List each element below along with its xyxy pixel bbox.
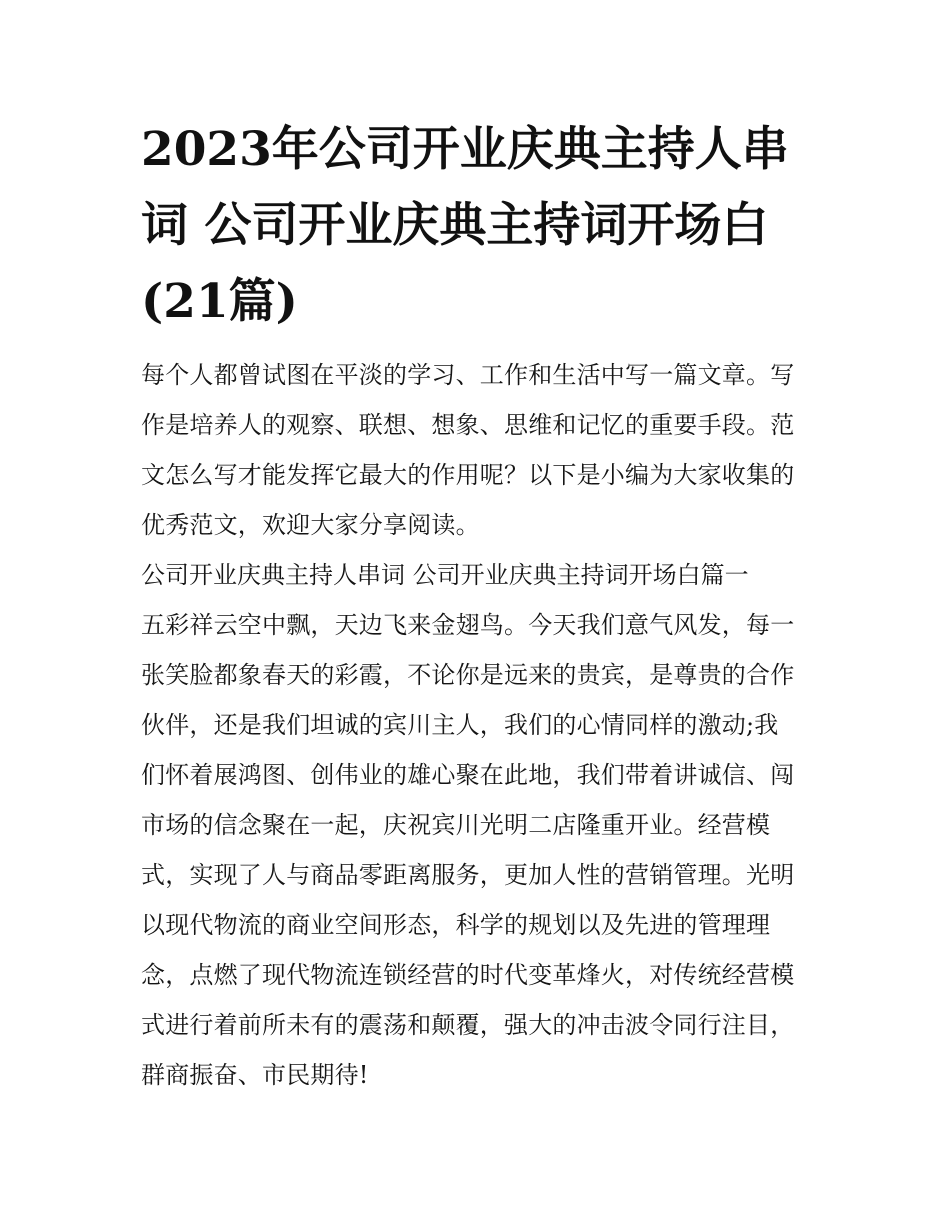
body-line: 张笑脸都象春天的彩霞，不论你是远来的贵宾，是尊贵的合作 [141,661,795,689]
body-line: 市场的信念聚在一起，庆祝宾川光明二店隆重开业。经营模 [141,811,771,839]
intro-line: 优秀范文，欢迎大家分享阅读。 [141,511,480,539]
body-paragraph [141,600,813,1100]
body-line: 们怀着展鸿图、创伟业的雄心聚在此地，我们带着讲诚信、闯 [141,761,795,789]
intro-paragraph [141,350,813,550]
title-line: 词 公司开业庆典主持词开场白 [141,198,769,253]
body-line: 式，实现了人与商品零距离服务，更加人性的营销管理。光明 [141,861,795,889]
section-heading: 公司开业庆典主持人串词 公司开业庆典主持词开场白篇一 [141,561,749,589]
body-line: 伙伴，还是我们坦诚的宾川主人，我们的心情同样的激动;我 [141,711,779,739]
intro-line: 文怎么写才能发挥它最大的作用呢？以下是小编为大家收集的 [141,461,795,489]
title-line: 2023年公司开业庆典主持人串 [141,122,789,177]
document-content [141,112,813,1100]
body-line: 式进行着前所未有的震荡和颠覆，强大的冲击波令同行注目， [141,1011,795,1039]
body-line: 五彩祥云空中飘，天边飞来金翅鸟。今天我们意气风发，每一 [141,611,795,639]
title-line: (21篇) [141,274,298,329]
body-line: 以现代物流的商业空间形态，科学的规划以及先进的管理理 [141,911,771,939]
intro-line: 每个人都曾试图在平淡的学习、工作和生活中写一篇文章。写 [141,361,795,389]
document-title [141,112,813,340]
intro-line: 作是培养人的观察、联想、想象、思维和记忆的重要手段。范 [141,411,795,439]
body-line: 群商振奋、市民期待! [141,1061,369,1089]
body-line: 念，点燃了现代物流连锁经营的时代变革烽火，对传统经营模 [141,961,795,989]
